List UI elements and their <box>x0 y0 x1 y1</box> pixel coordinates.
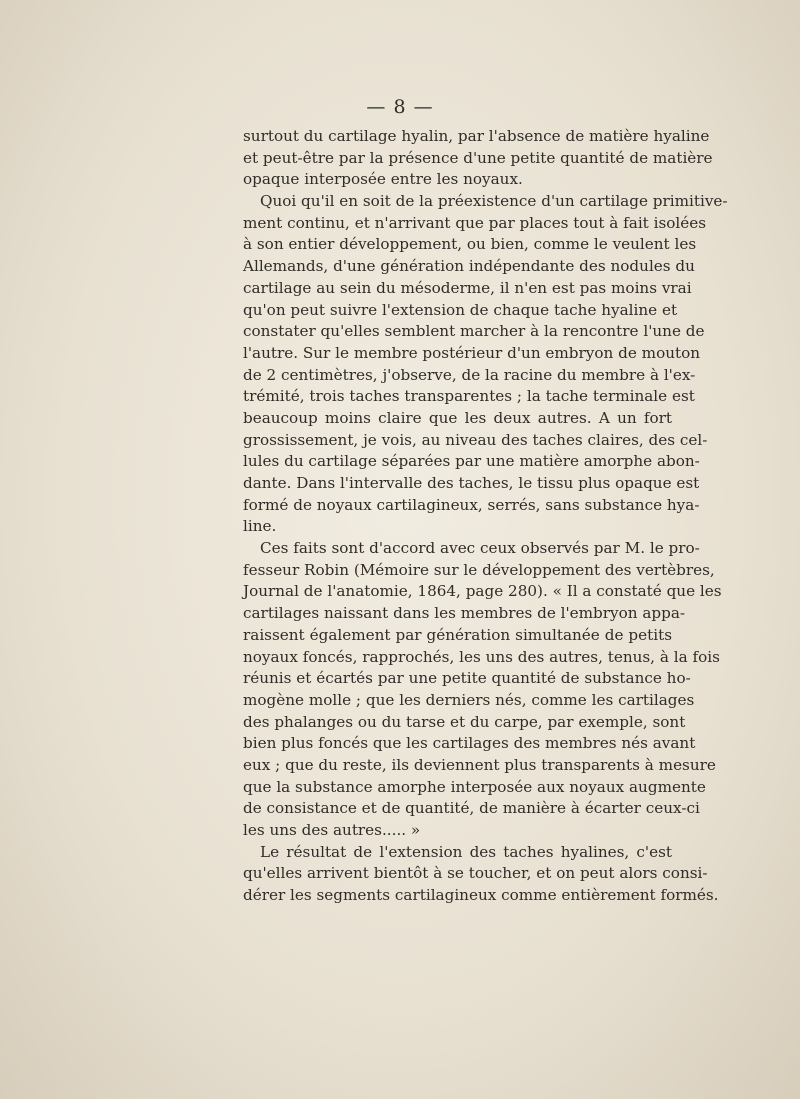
text-line: grossissement, je vois, au niveau des taches claires, des cel- <box>243 430 708 449</box>
text-line: mogène molle ; que les derniers nés, comme les cartilages <box>243 690 695 709</box>
text-line: cartilages naissant dans les membres de l'embryon appa- <box>243 604 686 623</box>
paragraph <box>243 191 728 538</box>
text-line: raissent également par génération simultanée de petits <box>243 625 672 644</box>
text-line: à son entier développement, ou bien, comme le veulent les <box>243 235 697 254</box>
text-line: opaque interposée entre les noyaux. <box>243 170 523 189</box>
text-line: réunis et écartés par une petite quantité de substance ho- <box>243 669 691 688</box>
text-line: dérer les segments cartilagineux comme entièrement formés. <box>243 886 719 905</box>
text-line: ment continu, et n'arrivant que par places tout à fait isolées <box>243 213 707 232</box>
text-line: Le résultat de l'extension des taches hyalines, c'est <box>260 842 672 861</box>
paragraph <box>243 538 722 842</box>
paragraph <box>243 126 713 191</box>
text-line: bien plus foncés que les cartilages des membres nés avant <box>243 734 696 753</box>
text-line: des phalanges ou du tarse et du carpe, par exemple, sont <box>243 712 686 731</box>
text-line: lules du cartilage séparées par une matière amorphe abon- <box>243 452 700 471</box>
text-line: Allemands, d'une génération indépendante des nodules du <box>243 257 695 276</box>
text-line: l'autre. Sur le membre postérieur d'un embryon de mouton <box>243 343 701 362</box>
text-line: line. <box>243 517 277 536</box>
text-line: qu'on peut suivre l'extension de chaque tache hyaline et <box>243 300 678 319</box>
text-line: de consistance et de quantité, de manière à écarter ceux-ci <box>243 799 700 818</box>
text-line: et peut-être par la présence d'une petite quantité de matière <box>243 148 713 167</box>
body-text <box>243 126 728 907</box>
text-line: formé de noyaux cartilagineux, serrés, sans substance hya- <box>243 495 700 514</box>
text-line: que la substance amorphe interposée aux noyaux augmente <box>243 777 706 796</box>
text-line: beaucoup moins claire que les deux autres. A un fort <box>243 408 672 427</box>
text-line: Quoi qu'il en soit de la préexistence d'un cartilage primitive- <box>260 192 728 211</box>
text-line: les uns des autres..... » <box>243 821 421 839</box>
paragraph <box>243 842 719 907</box>
text-line: trémité, trois taches transparentes ; la tache terminale est <box>243 387 695 406</box>
text-line: eux ; que du reste, ils deviennent plus transparents à mesure <box>243 755 716 774</box>
text-line: constater qu'elles semblent marcher à la rencontre l'une de <box>243 322 705 341</box>
page-number: — 8 — <box>366 96 434 118</box>
text-line: fesseur Robin (Mémoire sur le développement des vertèbres, <box>243 560 715 579</box>
text-line: de 2 centimètres, j'observe, de la racine du membre à l'ex- <box>243 365 696 384</box>
text-line: qu'elles arrivent bientôt à se toucher, et on peut alors consi- <box>243 864 708 883</box>
text-line: Ces faits sont d'accord avec ceux observés par M. le pro- <box>260 539 700 558</box>
text-line: noyaux foncés, rapprochés, les uns des autres, tenus, à la fois <box>243 647 720 666</box>
text-line: dante. Dans l'intervalle des taches, le tissu plus opaque est <box>243 474 700 492</box>
text-line: surtout du cartilage hyalin, par l'absence de matière hyaline <box>243 127 710 145</box>
text-line: Journal de l'anatomie, 1864, page 280). « Il a constaté que les <box>243 582 722 601</box>
text-line: cartilage au sein du mésoderme, il n'en est pas moins vrai <box>243 278 692 297</box>
